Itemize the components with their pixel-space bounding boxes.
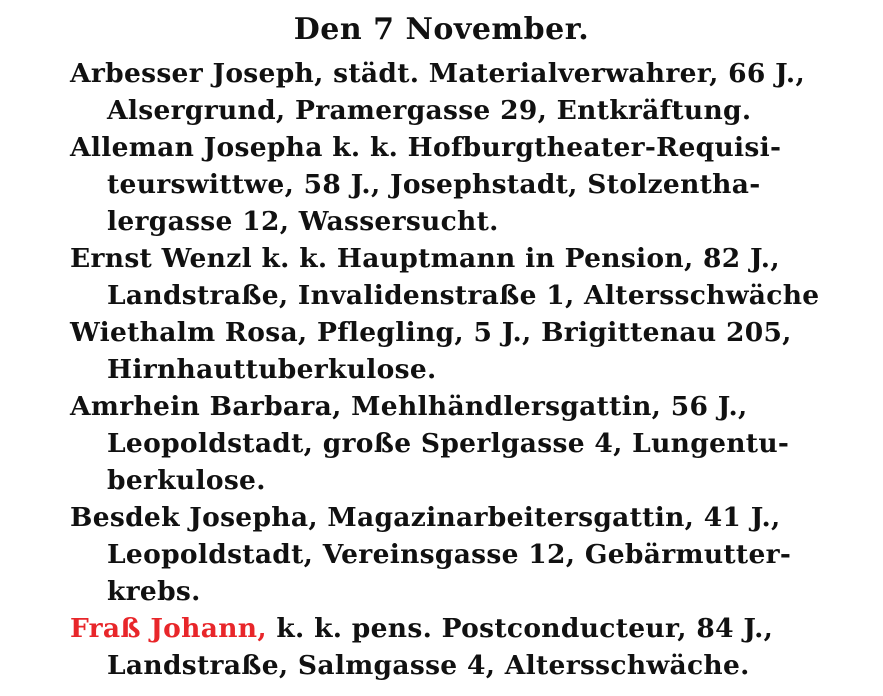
register-entry-highlighted — [70, 610, 860, 684]
entry-continuation: Landstraße, Invalidenstraße 1, Altersschwäche — [107, 280, 820, 311]
entry-name: Arbesser Joseph, — [70, 58, 324, 89]
entry-continuation: lergasse 12, Wassersucht. — [107, 206, 499, 237]
register-entry — [70, 499, 860, 610]
highlighted-entry-name: Fraß Johann, — [70, 613, 267, 644]
register-entry — [70, 55, 860, 129]
entry-continuation: berkulose. — [107, 465, 266, 496]
entry-name: Amrhein Barbara, — [70, 391, 342, 422]
entry-name: Alleman Josepha — [70, 132, 323, 163]
entry-first-line — [70, 499, 860, 536]
entry-first-line — [70, 388, 860, 425]
entry-first-line — [70, 129, 860, 166]
entry-name: Ernst Wenzl — [70, 243, 252, 274]
entry-continuation: Landstraße, Salmgasse 4, Altersschwäche. — [107, 650, 750, 681]
entry-text: städt. Materialverwahrer, 66 J., — [323, 58, 805, 89]
entry-text: k. k. Hauptmann in Pension, 82 J., — [251, 243, 780, 274]
entry-continuation: teurswittwe, 58 J., Josephstadt, Stolzentha- — [107, 169, 761, 200]
entry-first-line — [70, 240, 860, 277]
entry-continuation: Leopoldstadt, Vereinsgasse 12, Gebärmutter- — [107, 539, 792, 570]
entry-first-line — [70, 314, 860, 351]
entry-text: Magazinarbeitersgattin, 41 J., — [317, 502, 781, 533]
entry-name: Besdek Josepha, — [70, 502, 318, 533]
entry-first-line — [70, 55, 860, 92]
entry-continuation: Hirnhauttuberkulose. — [107, 354, 437, 385]
entry-text: Pflegling, 5 J., Brigittenau 205, — [307, 317, 792, 348]
register-entry — [70, 388, 860, 499]
entry-name: Wiethalm Rosa, — [70, 317, 308, 348]
entry-text: Mehlhändlersgattin, 56 J., — [341, 391, 748, 422]
entry-text: k. k. pens. Postconducteur, 84 J., — [266, 613, 774, 644]
entry-continuation: Alsergrund, Pramergasse 29, Entkräftung. — [107, 95, 752, 126]
entry-text: k. k. Hofburgtheater-Requisi- — [322, 132, 782, 163]
register-entry — [70, 314, 860, 388]
entry-continuation: Leopoldstadt, große Sperlgasse 4, Lungentu- — [107, 428, 790, 459]
register-entry — [70, 129, 860, 240]
entry-first-line — [70, 610, 860, 647]
register-entry — [70, 240, 860, 314]
date-heading: Den 7 November. — [293, 12, 590, 47]
entry-continuation: krebs. — [107, 576, 201, 607]
